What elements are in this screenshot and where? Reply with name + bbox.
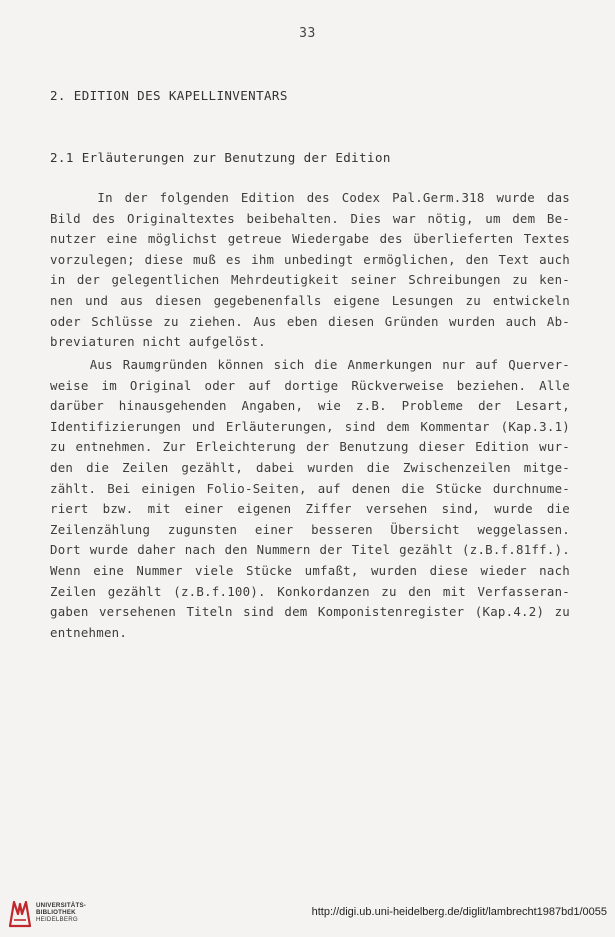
paragraph-line: entnehmen.: [50, 624, 128, 640]
paragraph-line: Wenn eine Nummer viele Stücke umfaßt, wurden diese wieder nach: [50, 562, 570, 578]
paragraph-edition-text: [50, 188, 570, 353]
paragraph-line: nutzer eine möglichst getreue Wiedergabe des überlieferten Textes: [50, 231, 570, 247]
paragraph-line: Aus Raumgründen können sich die Anmerkungen nur auf Querver-: [50, 357, 570, 372]
paragraph-line: gaben versehenen Titeln sind dem Komponistenregister (Kap.4.2) zu: [50, 604, 570, 620]
paragraph-line: den die Zeilen gezählt, dabei wurden die Zwischenzeilen mitge-: [50, 459, 570, 475]
paragraph-line: Bild des Originaltextes beibehalten. Dies war nötig, um dem Be-: [50, 210, 570, 226]
page-footer: [0, 892, 615, 937]
paragraph-line: Dort wurde daher nach den Nummern der Titel gezählt (z.B.f.81ff.).: [50, 542, 570, 558]
paragraph-line: zu entnehmen. Zur Erleichterung der Benutzung dieser Edition wur-: [50, 439, 570, 455]
source-url-link[interactable]: http://digi.ub.uni-heidelberg.de/diglit/lambrecht1987bd1/0055: [311, 906, 607, 918]
paragraph-line: weise im Original oder auf dortige Rückverweise beziehen. Alle: [50, 377, 570, 393]
paragraph-line: vorzulegen; diese muß es ihm unbedingt ermöglichen, den Text auch: [50, 251, 570, 267]
paragraph-line: darüber hinausgehenden Angaben, wie z.B. Probleme der Lesart,: [50, 398, 570, 414]
paragraph-line: oder Schlüsse zu ziehen. Aus eben diesen Gründen wurden auch Ab-: [50, 313, 570, 329]
library-name: [36, 902, 86, 923]
paragraph-line: breviaturen nicht aufgelöst.: [50, 334, 266, 350]
section-heading: 2.1 Erläuterungen zur Benutzung der Edition: [50, 150, 391, 165]
paragraph-line: In der folgenden Edition des Codex Pal.Germ.318 wurde das: [50, 190, 570, 205]
library-name-line: HEIDELBERG: [36, 916, 78, 923]
paragraph-line: Identifizierungen und Erläuterungen, sind dem Kommentar (Kap.3.1): [50, 418, 570, 434]
paragraph-line: in der gelegentlichen Mehrdeutigkeit seiner Schreibungen zu ken-: [50, 272, 570, 288]
paragraph-line: Zeilenzählung zugunsten einer besseren Übersicht weggelassen.: [50, 521, 570, 537]
paragraph-line: zählt. Bei einigen Folio-Seiten, auf denen die Stücke durchnume-: [50, 480, 570, 496]
library-name-line: UNIVERSITÄTS-: [36, 902, 87, 909]
paragraph-line: nen und aus diesen gegebenenfalls eigene Lesungen zu entwickeln: [50, 292, 570, 308]
library-name-line: BIBLIOTHEK: [36, 909, 76, 916]
heidelberg-library-logo-icon: [8, 898, 32, 928]
chapter-heading: 2. EDITION DES KAPELLINVENTARS: [50, 88, 288, 103]
paragraph-annotations: [50, 355, 570, 643]
paragraph-line: riert bzw. mit einer eigenen Ziffer versehen sind, wurde die: [50, 501, 570, 517]
paragraph-line: Zeilen gezählt (z.B.f.100). Konkordanzen zu den mit Verfasseran-: [50, 583, 570, 599]
page-number: 33: [299, 26, 316, 41]
